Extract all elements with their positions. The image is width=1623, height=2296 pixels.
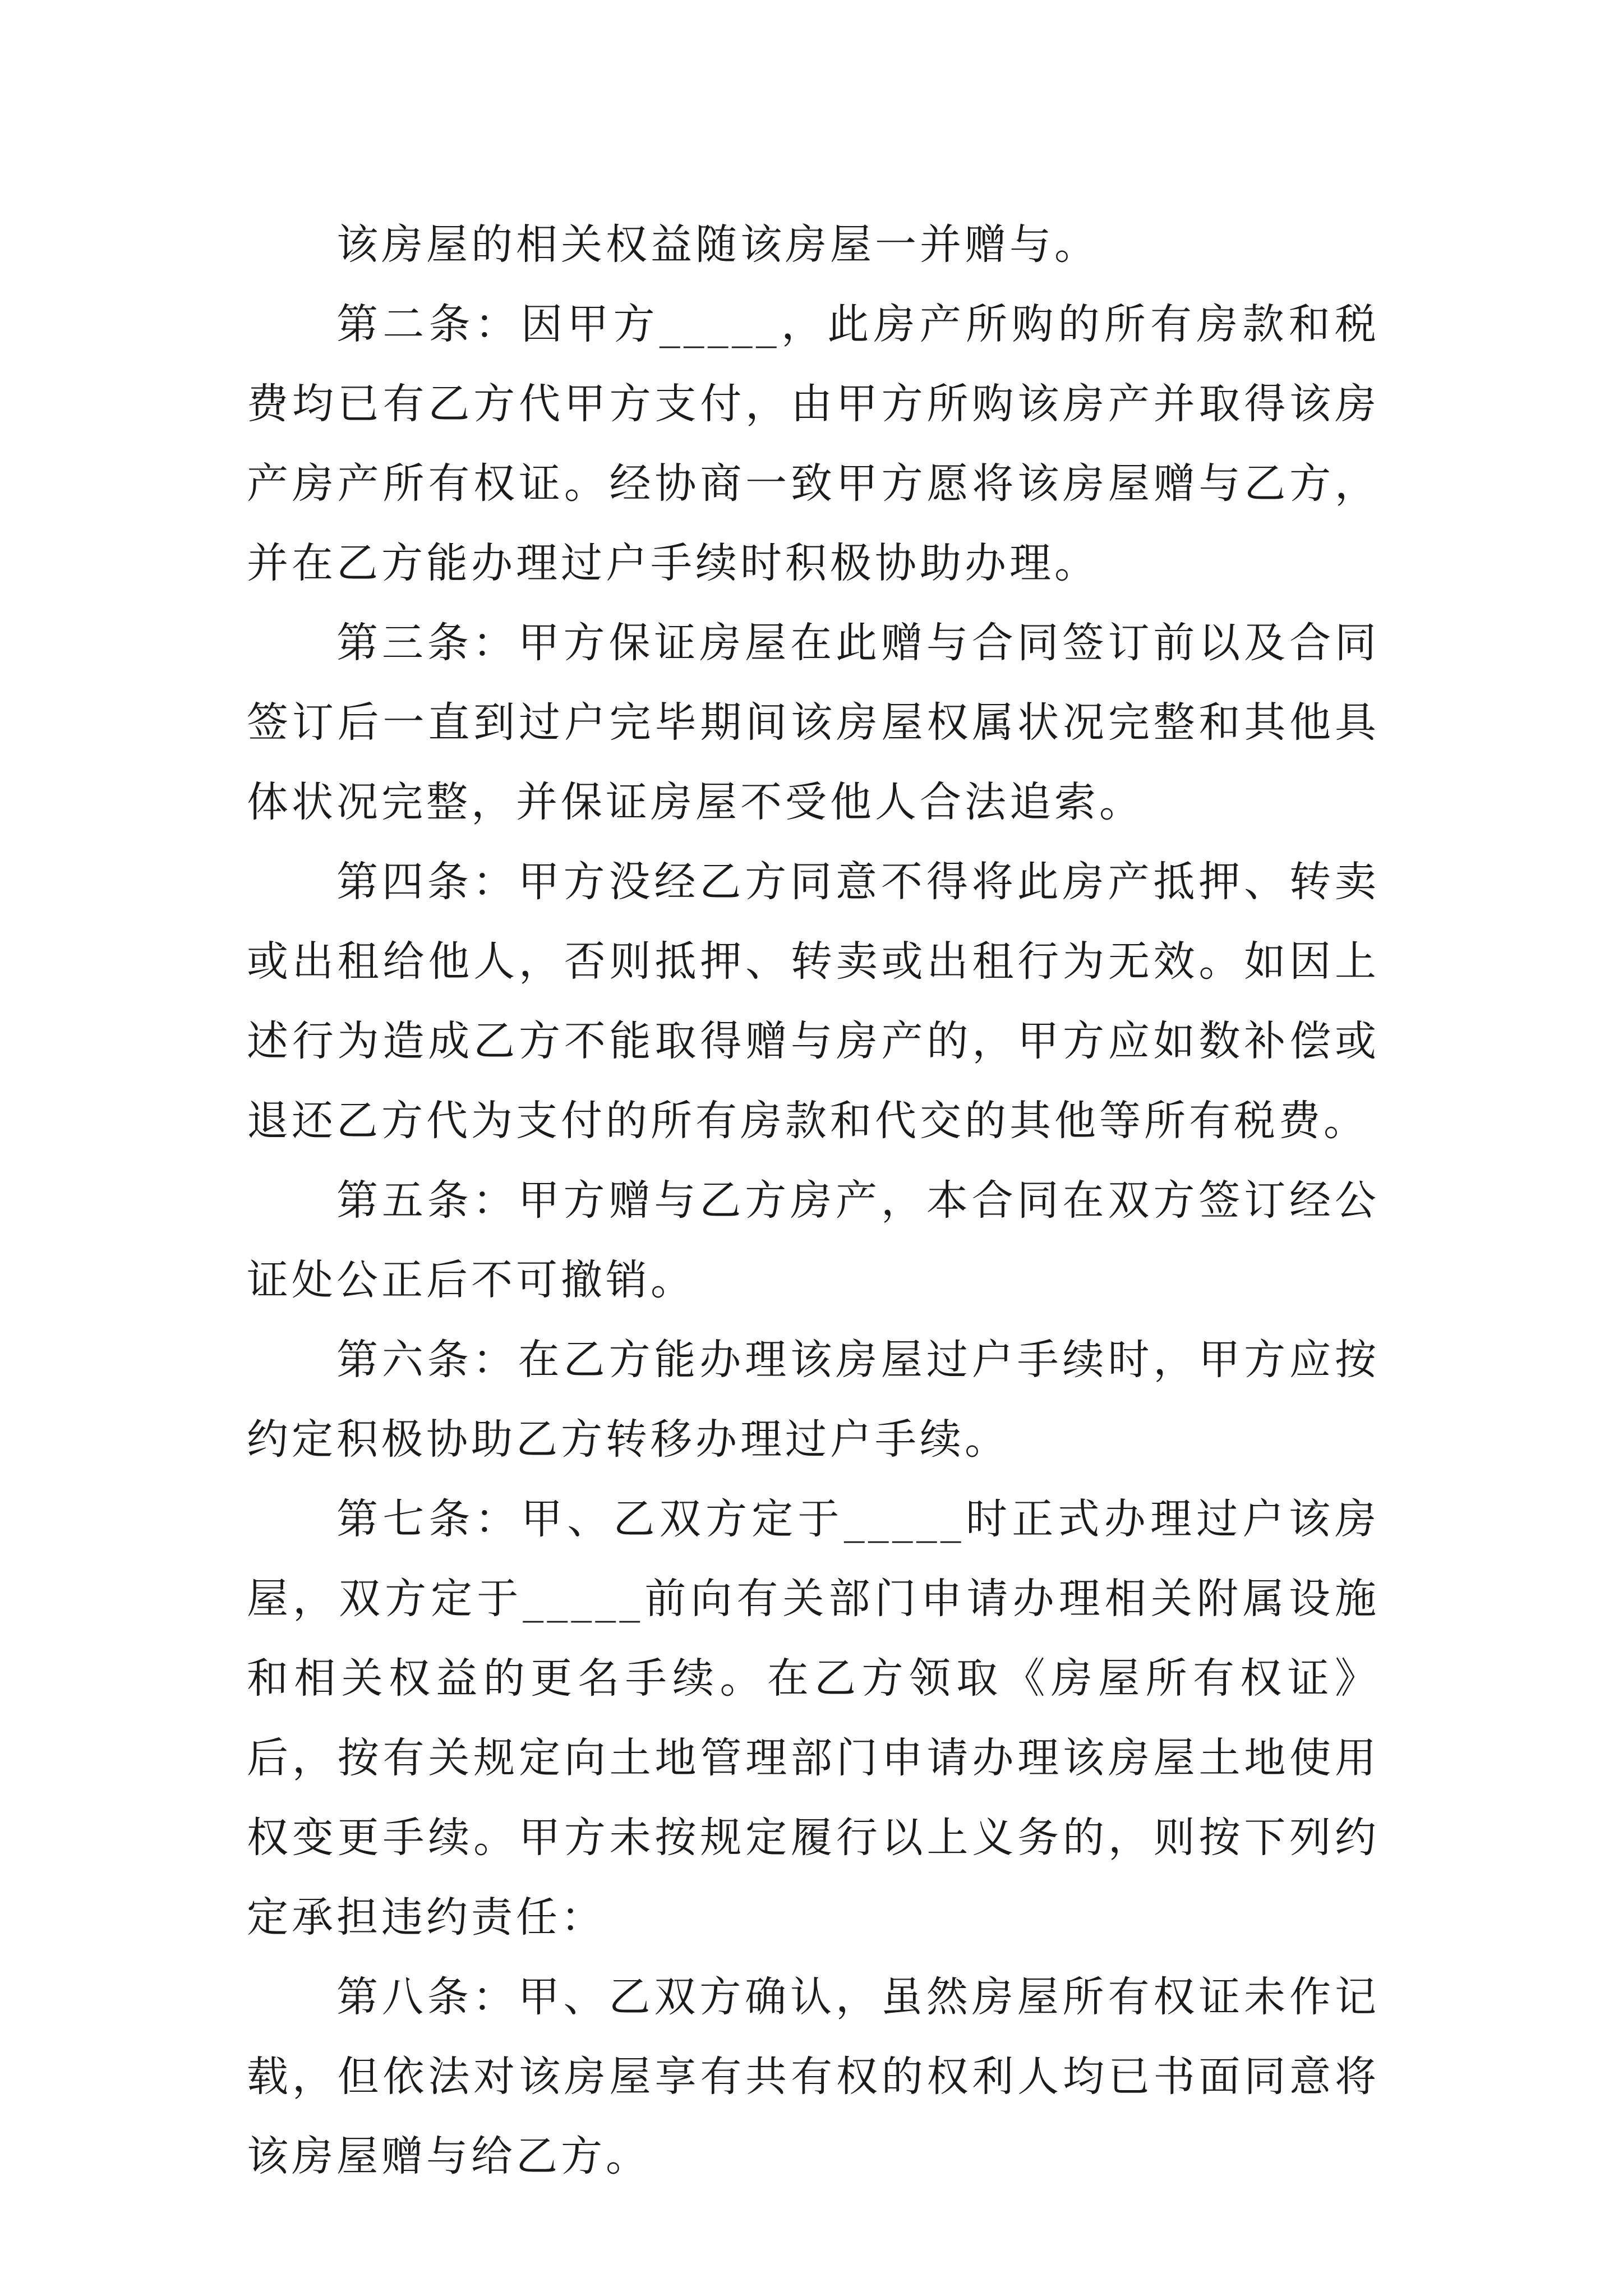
paragraph-article-5: 第五条：甲方赠与乙方房产，本合同在双方签订经公证处公正后不可撤销。 xyxy=(247,1176,1380,1304)
paragraph-article-3: 第三条：甲方保证房屋在此赠与合同签订前以及合同签订后一直到过户完毕期间该房屋权属状况完整和其他具体状况完整，并保证房屋不受他人合法追索。 xyxy=(247,619,1380,826)
paragraph-article-8: 第八条：甲、乙双方确认，虽然房屋所有权证未作记载，但依法对该房屋享有共有权的权利人均已书面同意将该房屋赠与给乙方。 xyxy=(247,1973,1380,2180)
paragraph-article-2: 第二条：因甲方_____，此房产所购的所有房款和税费均已有乙方代甲方支付，由甲方所购该房产并取得该房产房产所有权证。经协商一致甲方愿将该房屋赠与乙方，并在乙方能办理过户手续时积极协助办理。 xyxy=(247,300,1380,587)
paragraph-article-6: 第六条：在乙方能办理该房屋过户手续时，甲方应按约定积极协助乙方转移办理过户手续。 xyxy=(247,1336,1380,1464)
paragraph-gift-rights: 该房屋的相关权益随该房屋一并赠与。 xyxy=(336,220,1099,269)
paragraph-article-7: 第七条：甲、乙双方定于_____时正式办理过户该房屋，双方定于_____前向有关部门申请办理相关附属设施和相关权益的更名手续。在乙方领取《房屋所有权证》后，按有关规定向土地管理部门申请办理该房屋土地使用权变更手续。甲方未按规定履行以上义务的，则按下列约定承担违约责任： xyxy=(247,1495,1380,1941)
paragraph-article-4: 第四条：甲方没经乙方同意不得将此房产抵押、转卖或出租给他人，否则抵押、转卖或出租行为无效。如因上述行为造成乙方不能取得赠与房产的，甲方应如数补偿或退还乙方代为支付的所有房款和代交的其他等所有税费。 xyxy=(247,858,1380,1145)
contract-body xyxy=(247,205,1380,2196)
